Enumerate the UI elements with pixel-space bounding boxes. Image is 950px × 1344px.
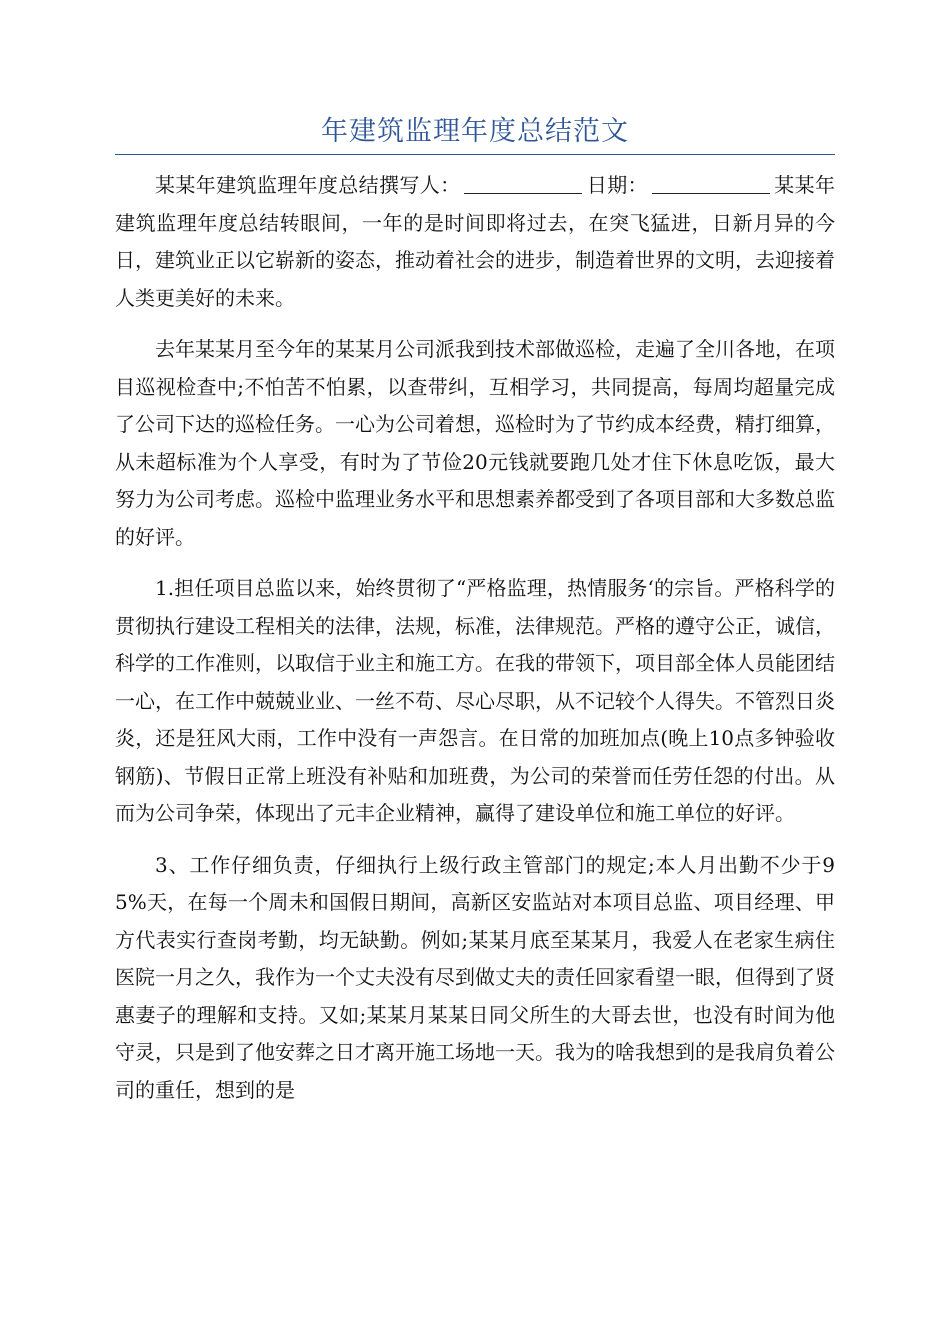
intro-paragraph xyxy=(115,167,835,317)
paragraph-project-director: 1.担任项目总监以来，始终贯彻了“严格监理，热情服务‘的宗旨。严格科学的贯彻执行建设工程相关的法律，法规，标准，法律规范。严格的遵守公正，诚信，科学的工作准则，以取信于业主和施工方。在我的带领下，项目部全体人员能团结一心，在工作中兢兢业业、一丝不苟、尽心尽职，从不记较个人得失。不管烈日炎炎，还是狂风大雨，工作中没有一声怨言。在日常的加班加点(晚上10点多钟验收钢筋)、节假日正常上班没有补贴和加班费，为公司的荣誉而任劳任怨的付出。从而为公司争荣，体现出了元丰企业精神，赢得了建设单位和施工单位的好评。 xyxy=(115,576,835,825)
title-underline xyxy=(115,154,835,155)
document-body xyxy=(115,167,835,1123)
paragraph-attendance: 3、工作仔细负责，仔细执行上级行政主管部门的规定;本人月出勤不少于95%天，在每一个周未和国假日期间，高新区安监站对本项目总监、项目经理、甲方代表实行查岗考勤，均无缺勤。例如;某某月底至某某月，我爱人在老家生病住医院一月之久，我作为一个丈夫没有尽到做丈夫的责任回家看望一眼，但得到了贤惠妻子的理解和支持。又如;某某月某某日同父所生的大哥去世，也没有时间为他守灵，只是到了他安葬之日才离开施工场地一天。我为的啥我想到的是我肩负着公司的重任，想到的是 xyxy=(115,852,835,1102)
intro-text: 某某年建筑监理年度总结转眼间，一年的是时间即将过去，在突飞猛进，日新月异的今日，建筑业正以它崭新的姿态，推动着社会的进步，制造着世界的文明，去迎接着人类更美好的未来。 xyxy=(115,173,836,310)
document-title: 年建筑监理年度总结范文 xyxy=(321,116,629,147)
author-blank xyxy=(464,173,582,194)
paragraph-inspection: 去年某某月至今年的某某月公司派我到技术部做巡检，走遍了全川各地，在项目巡视检查中;不怕苦不怕累，以查带纠，互相学习，共同提高，每周均超量完成了公司下达的巡检任务。一心为公司着想，巡检时为了节约成本经费，精打细算，从未超标准为个人享受，有时为了节俭20元钱就要跑几处才住下休息吃饭，最大努力为公司考虑。巡检中监理业务水平和思想素养都受到了各项目部和大多数总监的好评。 xyxy=(115,337,835,549)
date-blank xyxy=(652,173,770,194)
author-label: 某某年建筑监理年度总结撰写人： xyxy=(155,173,461,197)
date-label: 日期： xyxy=(586,173,648,197)
